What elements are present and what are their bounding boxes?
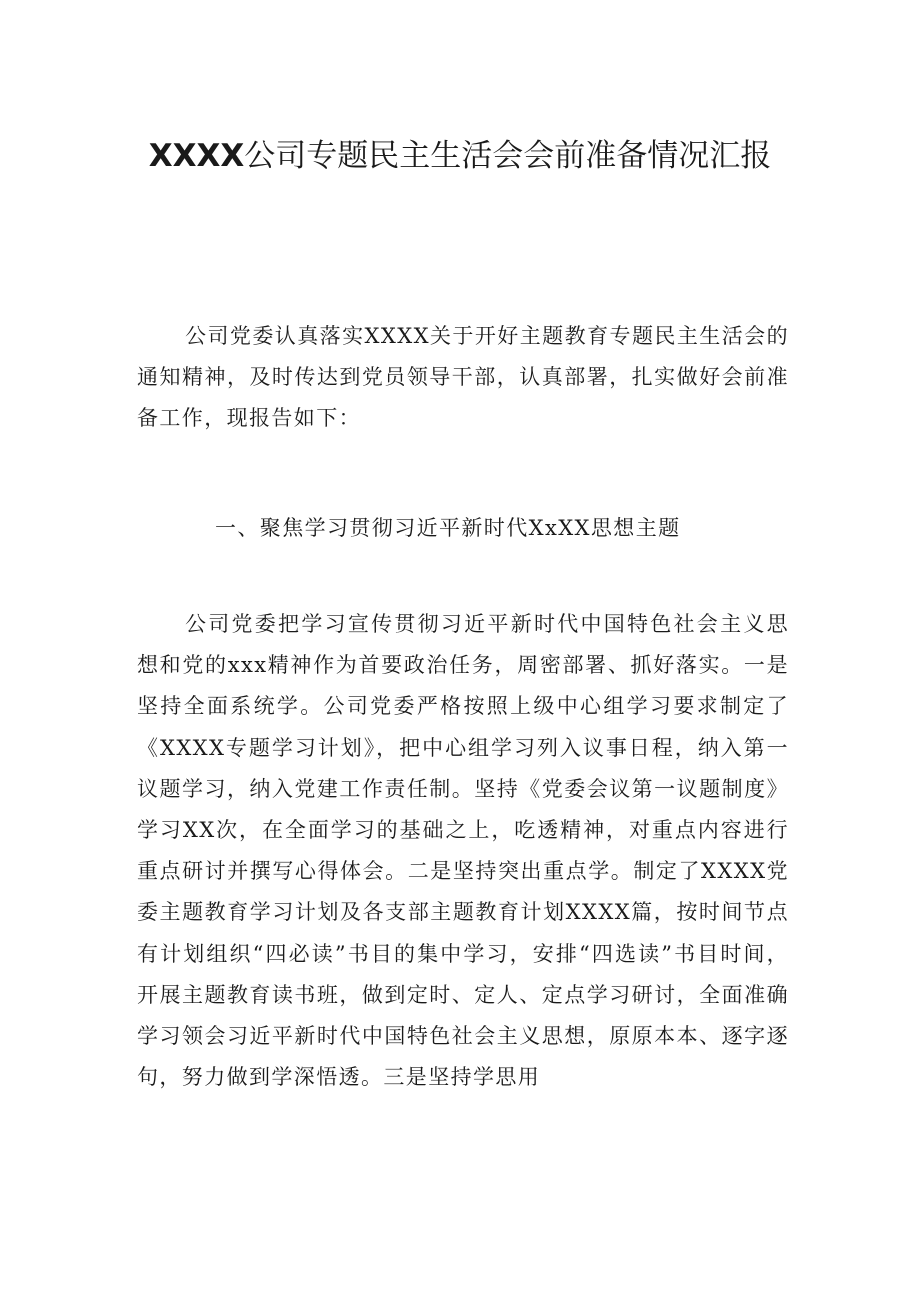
title-prefix: XXXX [148,138,245,174]
intro-paragraph: 公司党委认真落实XXXX关于开好主题教育专题民主生活会的通知精神，及时传达到党员领导干部，认真部署，扎实做好会前准备工作，现报告如下： [137,324,789,431]
section-body-paragraph: 公司党委把学习宣传贯彻习近平新时代中国特色社会主义思想和党的xxx精神作为首要政治任务，周密部署、抓好落实。一是坚持全面系统学。公司党委严格按照上级中心组学习要求制定了《XXXX专题学习计划》，把中心组学习列入议事日程，纳入第一议题学习，纳入党建工作责任制。坚持《党委会议第一议题制度》学习XX次，在全面学习的基础之上，吃透精神，对重点内容进行重点研讨并撰写心得体会。二是坚持突出重点学。制定了XXXX党委主题教育学习计划及各支部主题教育计划XXXX篇，按时间节点有计划组织“四必读”书目的集中学习，安排“四选读”书目时间，开展主题教育读书班，做到定时、定人、定点学习研讨，全面准确学习领会习近平新时代中国特色社会主义思想，原原本本、逐字逐句，努力做到学深悟透。三是坚持学思用 [137,612,789,1090]
document-title [120,130,800,182]
title-text: 公司专题民主生活会会前准备情况汇报 [244,138,772,174]
section-heading: 一、聚焦学习贯彻习近平新时代XxXX思想主题 [215,516,681,540]
